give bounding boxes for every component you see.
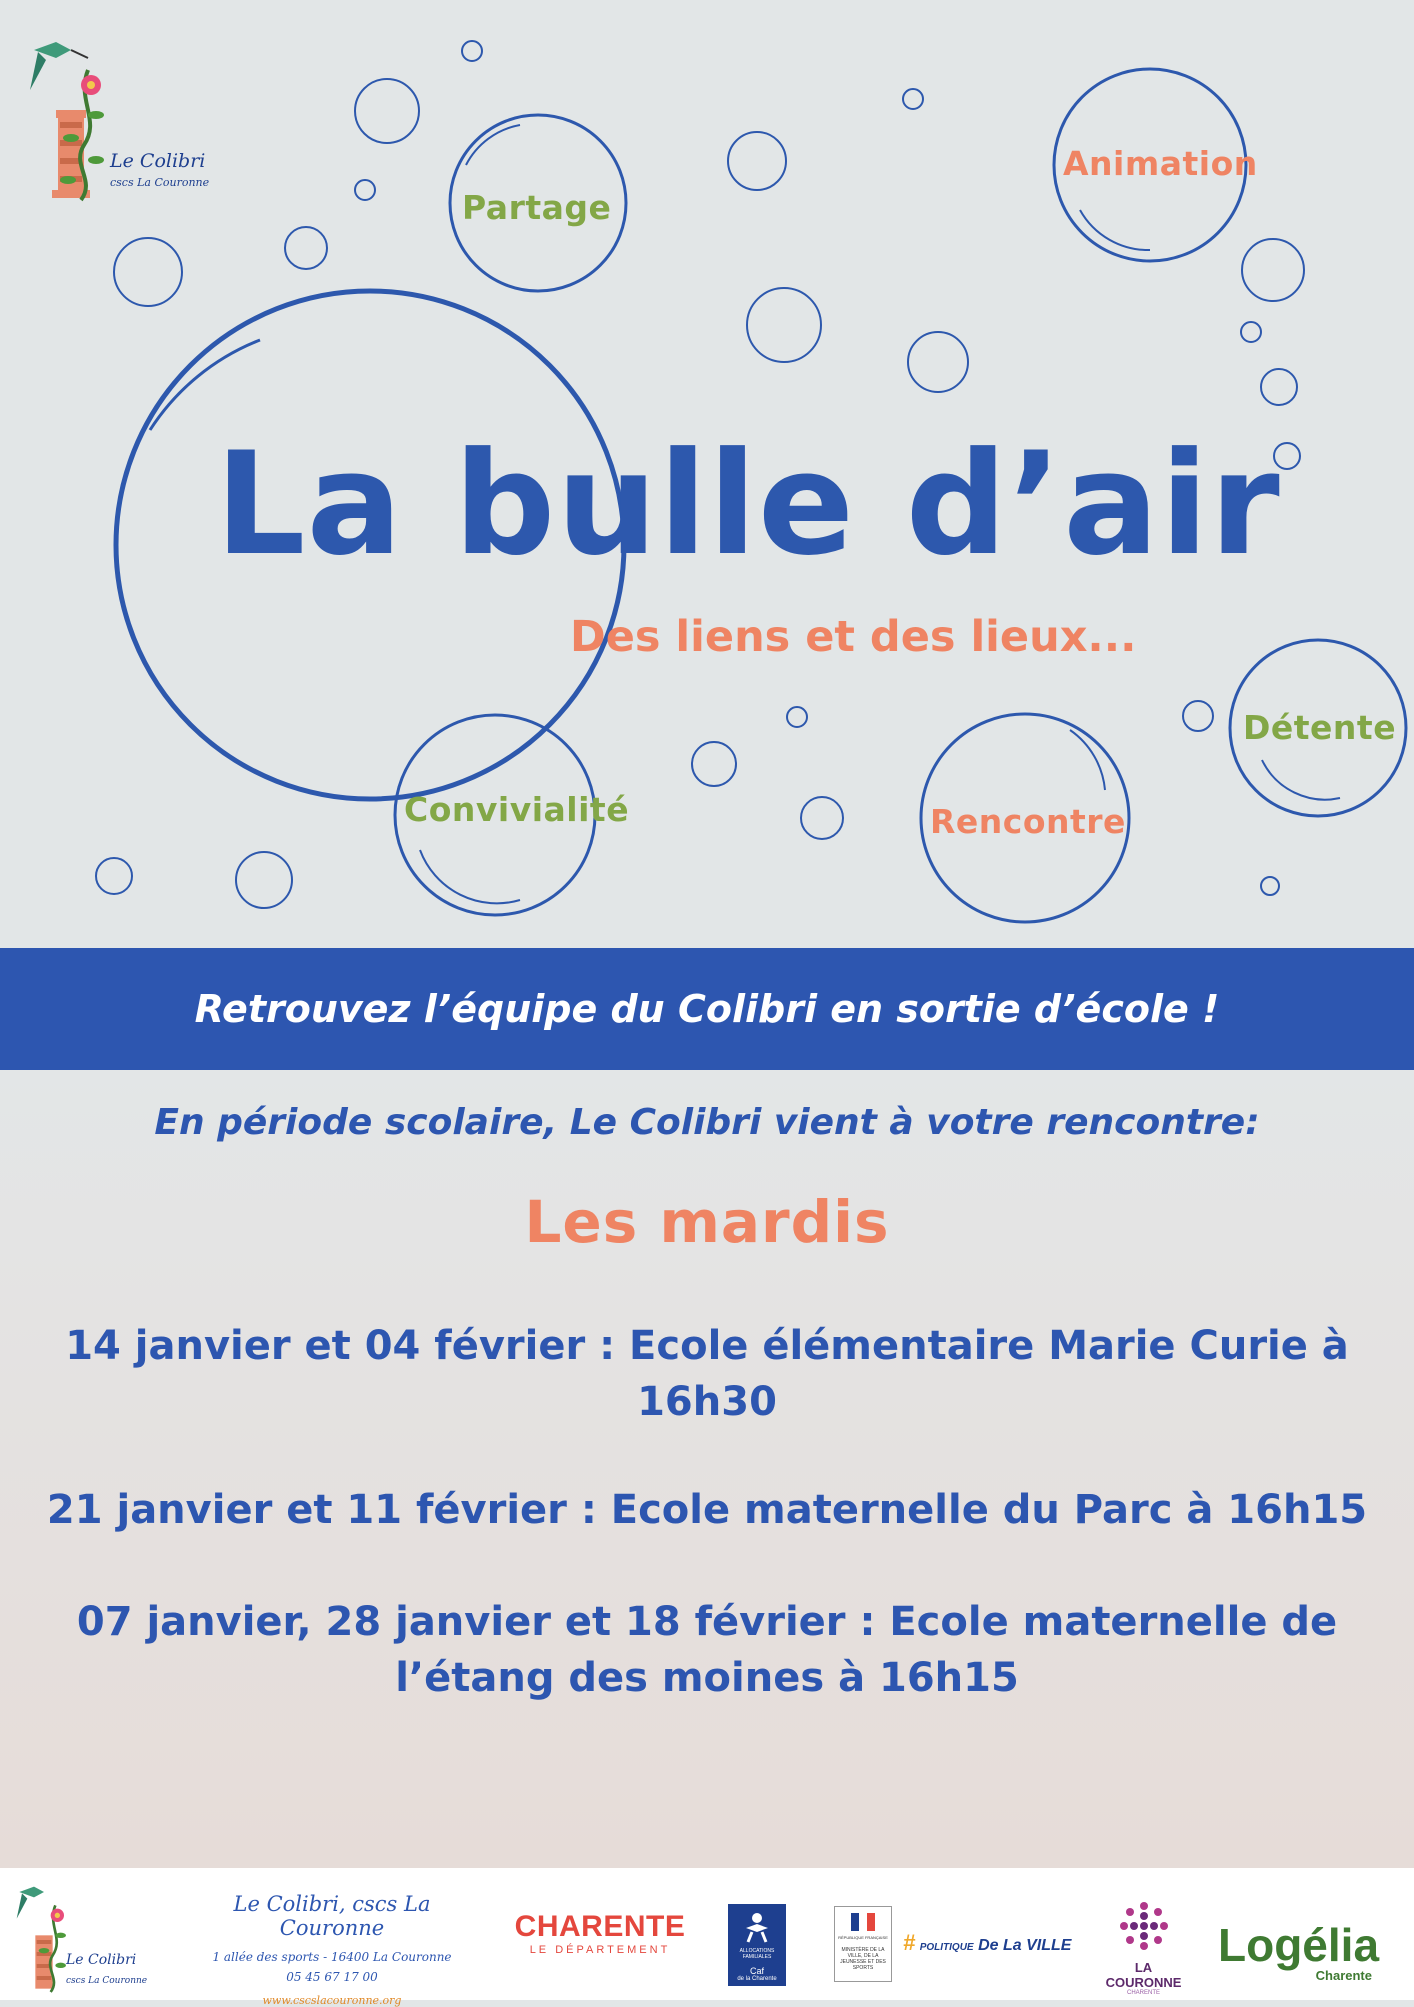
footer-logo-subline: cscs La Couronne bbox=[66, 1976, 148, 1986]
word-rencontre: Rencontre bbox=[930, 802, 1126, 841]
caf-text: ALLOCATIONS FAMILIALES bbox=[739, 1948, 775, 1960]
caf-logo bbox=[728, 1904, 786, 1986]
banner bbox=[0, 948, 1414, 1070]
politique-line2: De La VILLE bbox=[978, 1937, 1072, 1954]
page-title: La bulle d’air bbox=[215, 422, 1281, 587]
footer-colibri-logo-icon bbox=[14, 1878, 74, 1996]
schedule-item bbox=[40, 1594, 1374, 1706]
la-couronne-logo bbox=[1096, 1960, 1191, 1996]
footer-address: 1 allée des sports - 16400 La Couronne bbox=[212, 1950, 452, 1964]
intro-text: En période scolaire, Le Colibri vient à votre rencontre: bbox=[154, 1102, 1260, 1143]
word-partage: Partage bbox=[462, 188, 612, 227]
page-subtitle: Des liens et des lieux... bbox=[570, 612, 1137, 662]
footer-org: Le Colibri, cscs La Couronne bbox=[233, 1892, 431, 1940]
la-couronne-emblem-icon bbox=[1118, 1900, 1170, 1952]
word-detente: Détente bbox=[1243, 708, 1397, 747]
logo-name: Le Colibri bbox=[110, 150, 206, 172]
word-animation: Animation bbox=[1063, 144, 1258, 183]
footer-address-block bbox=[212, 1892, 452, 2007]
schedule-line: 21 janvier et 11 février : Ecole maternelle du Parc à 16h15 bbox=[46, 1487, 1368, 1533]
logo-text bbox=[110, 150, 209, 189]
la-couronne-main: LA COURONNE bbox=[1105, 1960, 1182, 1990]
logo-subline: cscs La Couronne bbox=[110, 176, 210, 189]
footer-phone: 05 45 67 17 00 bbox=[286, 1970, 378, 1984]
charente-main: CHARENTE bbox=[514, 1910, 686, 1943]
caf-region: de la Charente bbox=[737, 1976, 777, 1982]
word-convivialite: Convivialité bbox=[404, 790, 630, 829]
charente-logo bbox=[505, 1910, 695, 1956]
charente-sub: LE DÉPARTEMENT bbox=[529, 1944, 671, 1956]
ministere-logo bbox=[834, 1906, 892, 1982]
header-area bbox=[0, 0, 1414, 948]
schedule-line: 07 janvier, 28 janvier et 18 février : Ecole maternelle de bbox=[76, 1599, 1338, 1645]
caf-name: Caf bbox=[749, 1966, 764, 1976]
logelia-main: Logélia bbox=[1218, 1919, 1380, 1971]
logelia-sub: Charente bbox=[1315, 1968, 1372, 1983]
ministere-rep: RÉPUBLIQUE FRANÇAISE bbox=[838, 1935, 888, 1940]
schedule-item bbox=[40, 1482, 1374, 1538]
politique-line1: POLITIQUE bbox=[919, 1942, 974, 1953]
politique-ville-logo bbox=[903, 1930, 1071, 1956]
footer-logo-name: Le Colibri bbox=[66, 1952, 137, 1968]
footer-website[interactable]: www.cscslacouronne.org bbox=[262, 1994, 402, 2007]
schedule-line: l’étang des moines à 16h15 bbox=[395, 1655, 1019, 1701]
days-heading: Les mardis bbox=[524, 1188, 890, 1256]
schedule-line: 16h30 bbox=[637, 1379, 777, 1425]
footer-logo-text bbox=[66, 1952, 147, 1986]
la-couronne-sub: CHARENTE bbox=[1126, 1990, 1160, 1996]
ministere-text: MINISTÈRE DE LA VILLE, DE LA JEUNESSE ET DES SPORTS bbox=[840, 1947, 886, 1971]
schedule-line: 14 janvier et 04 février : Ecole élémentaire Marie Curie à bbox=[65, 1323, 1349, 1369]
logelia-logo bbox=[1218, 1919, 1388, 1983]
politique-hash: # bbox=[903, 1930, 916, 1955]
colibri-logo-icon bbox=[26, 30, 116, 205]
schedule-item bbox=[40, 1318, 1374, 1430]
french-flag-icon bbox=[851, 1913, 875, 1931]
caf-figure-icon bbox=[742, 1910, 772, 1944]
banner-text: Retrouvez l’équipe du Colibri en sortie d’école ! bbox=[194, 987, 1220, 1031]
